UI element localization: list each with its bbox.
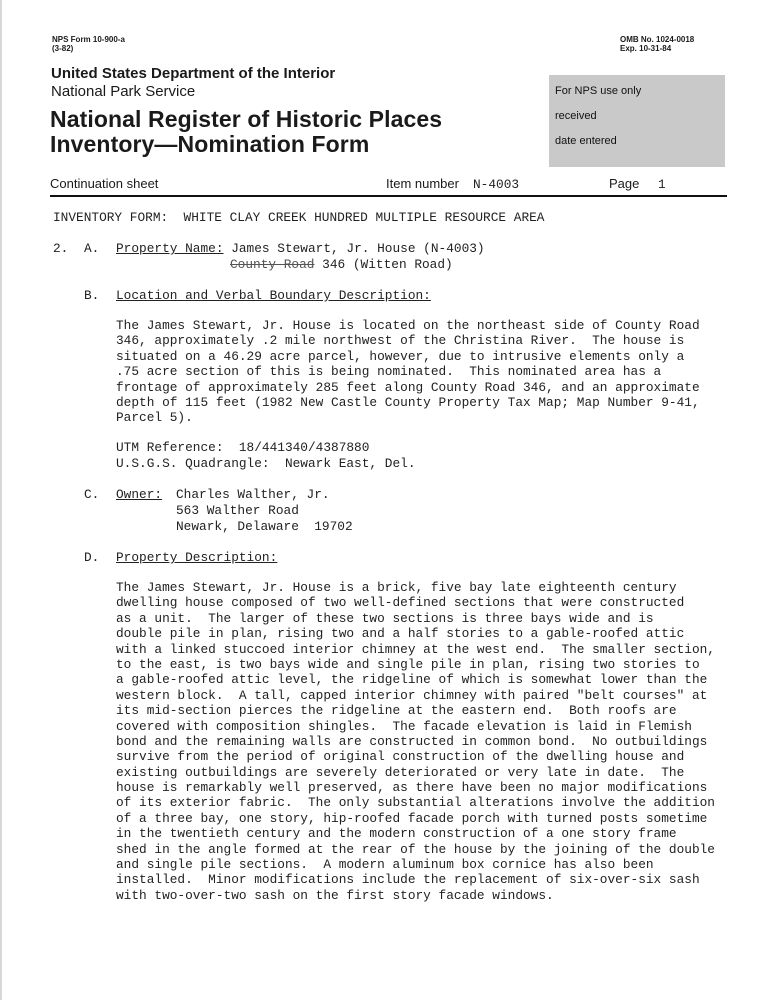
paragraph-line: a gable-roofed attic level, the ridgeline of which is somewhat lower than the [116, 672, 708, 688]
expiration-date: Exp. 10-31-84 [620, 44, 672, 53]
struck-county-road: County Road [230, 257, 315, 272]
paragraph-line: dwelling house composed of two well-defined sections that were constructed [116, 595, 685, 611]
form-title-line2: Inventory—Nomination Form [50, 131, 370, 157]
paragraph-line: situated on a 46.29 acre parcel, however, due to intrusive elements only a [116, 348, 685, 364]
section-number: 2. [53, 241, 69, 256]
date-entered-label: date entered [555, 135, 617, 147]
paragraph-line: of a three bay, one story, hip-roofed facade porch with turned posts sometime [116, 810, 708, 826]
paragraph-line: installed. Minor modifications include the replacement of six-over-six sash [116, 872, 700, 888]
paragraph-line: its mid-section pierces the ridgeline at the eastern end. Both roofs are [116, 703, 677, 719]
paragraph-line: double pile in plan, rising two and a half stories to a gable-roofed attic [116, 626, 685, 642]
paragraph-line: in the twentieth century and the modern construction of a one story frame [116, 826, 677, 842]
paragraph-line: of its exterior fabric. The only substantial alterations involve the addition [116, 795, 715, 811]
paragraph-line: to the east, is two bays wide and single pile in plan, rising two stories to [116, 656, 700, 672]
paragraph-line: 346, approximately .2 mile northwest of the Christina River. The house is [116, 333, 685, 349]
paragraph-line: frontage of approximately 285 feet along County Road 346, and an approximate [116, 379, 700, 395]
property-name-row [116, 241, 485, 256]
paragraph-line: covered with composition shingles. The facade elevation is laid in Flemish [116, 718, 692, 734]
page-value: 1 [658, 177, 666, 192]
header-divider [50, 195, 727, 197]
paragraph-line: and single pile sections. A modern aluminum box cornice has also been [116, 857, 654, 873]
property-address-value: 346 (Witten Road) [314, 257, 453, 272]
property-name-value: James Stewart, Jr. House (N-4003) [223, 241, 485, 256]
paragraph-line: depth of 115 feet (1982 New Castle County Property Tax Map; Map Number 9-41, [116, 394, 700, 410]
paragraph-line: existing outbuildings are severely deteriorated or very late in date. The [116, 764, 685, 780]
owner-name: Charles Walther, Jr. [176, 487, 330, 502]
paragraph-line: bond and the remaining walls are constructed in common bond. No outbuildings [116, 733, 708, 749]
location-heading: Location and Verbal Boundary Description: [116, 288, 431, 303]
form-number: NPS Form 10-900-a [52, 35, 125, 44]
scan-edge [0, 0, 2, 1000]
owner-street: 563 Walther Road [176, 503, 299, 518]
item-a-letter: A. [84, 241, 100, 256]
paragraph-line: Parcel 5). [116, 410, 193, 426]
continuation-sheet-label: Continuation sheet [50, 176, 159, 191]
property-address-row [230, 257, 453, 272]
paragraph-line: shed in the angle formed at the rear of the house by the joining of the double [116, 841, 715, 857]
received-label: received [555, 110, 597, 122]
item-number-label: Item number [386, 176, 459, 191]
paragraph-line: .75 acre section of this is being nominated. This nominated area has a [116, 364, 662, 380]
location-paragraph [116, 318, 700, 426]
paragraph-line: with two-over-two sash on the first story facade windows. [116, 887, 554, 903]
item-b-letter: B. [84, 288, 100, 303]
paragraph-line: The James Stewart, Jr. House is a brick, five bay late eighteenth century [116, 580, 677, 595]
paragraph-line: The James Stewart, Jr. House is located on the northeast side of County Road [116, 318, 700, 333]
utm-reference: UTM Reference: 18/441340/4387880 [116, 440, 370, 455]
form-date: (3-82) [52, 44, 74, 53]
paragraph-line: house is remarkably well preserved, as there have been no major modifications [116, 780, 708, 796]
paragraph-line: with a linked stuccoed interior chimney at the west end. The smaller section, [116, 641, 715, 657]
paragraph-line: western block. A tall, capped interior chimney with paired "belt courses" at [116, 687, 708, 703]
omb-number: OMB No. 1024-0018 [620, 35, 695, 44]
paragraph-line: survive from the period of original construction of the dwelling house and [116, 749, 685, 765]
paragraph-line: as a unit. The larger of these two sections is three bays wide and is [116, 610, 654, 626]
form-title-line1: National Register of Historic Places [50, 106, 443, 132]
owner-city: Newark, Delaware 19702 [176, 519, 353, 534]
department-heading: United States Department of the Interior [51, 65, 336, 82]
item-number-value: N-4003 [473, 177, 520, 192]
item-d-letter: D. [84, 550, 100, 565]
service-heading: National Park Service [51, 83, 196, 100]
owner-label: Owner: [116, 487, 163, 502]
item-c-letter: C. [84, 487, 100, 502]
inventory-form-line: INVENTORY FORM: WHITE CLAY CREEK HUNDRED MULTIPLE RESOURCE AREA [53, 210, 545, 225]
property-description-heading: Property Description: [116, 550, 278, 565]
usgs-quadrangle: U.S.G.S. Quadrangle: Newark East, Del. [116, 456, 416, 471]
property-name-label: Property Name: [116, 241, 224, 256]
property-description-paragraph [116, 580, 715, 903]
nps-use-only-box [549, 75, 725, 167]
page-label: Page [609, 176, 640, 191]
nps-use-only-label: For NPS use only [555, 85, 642, 97]
